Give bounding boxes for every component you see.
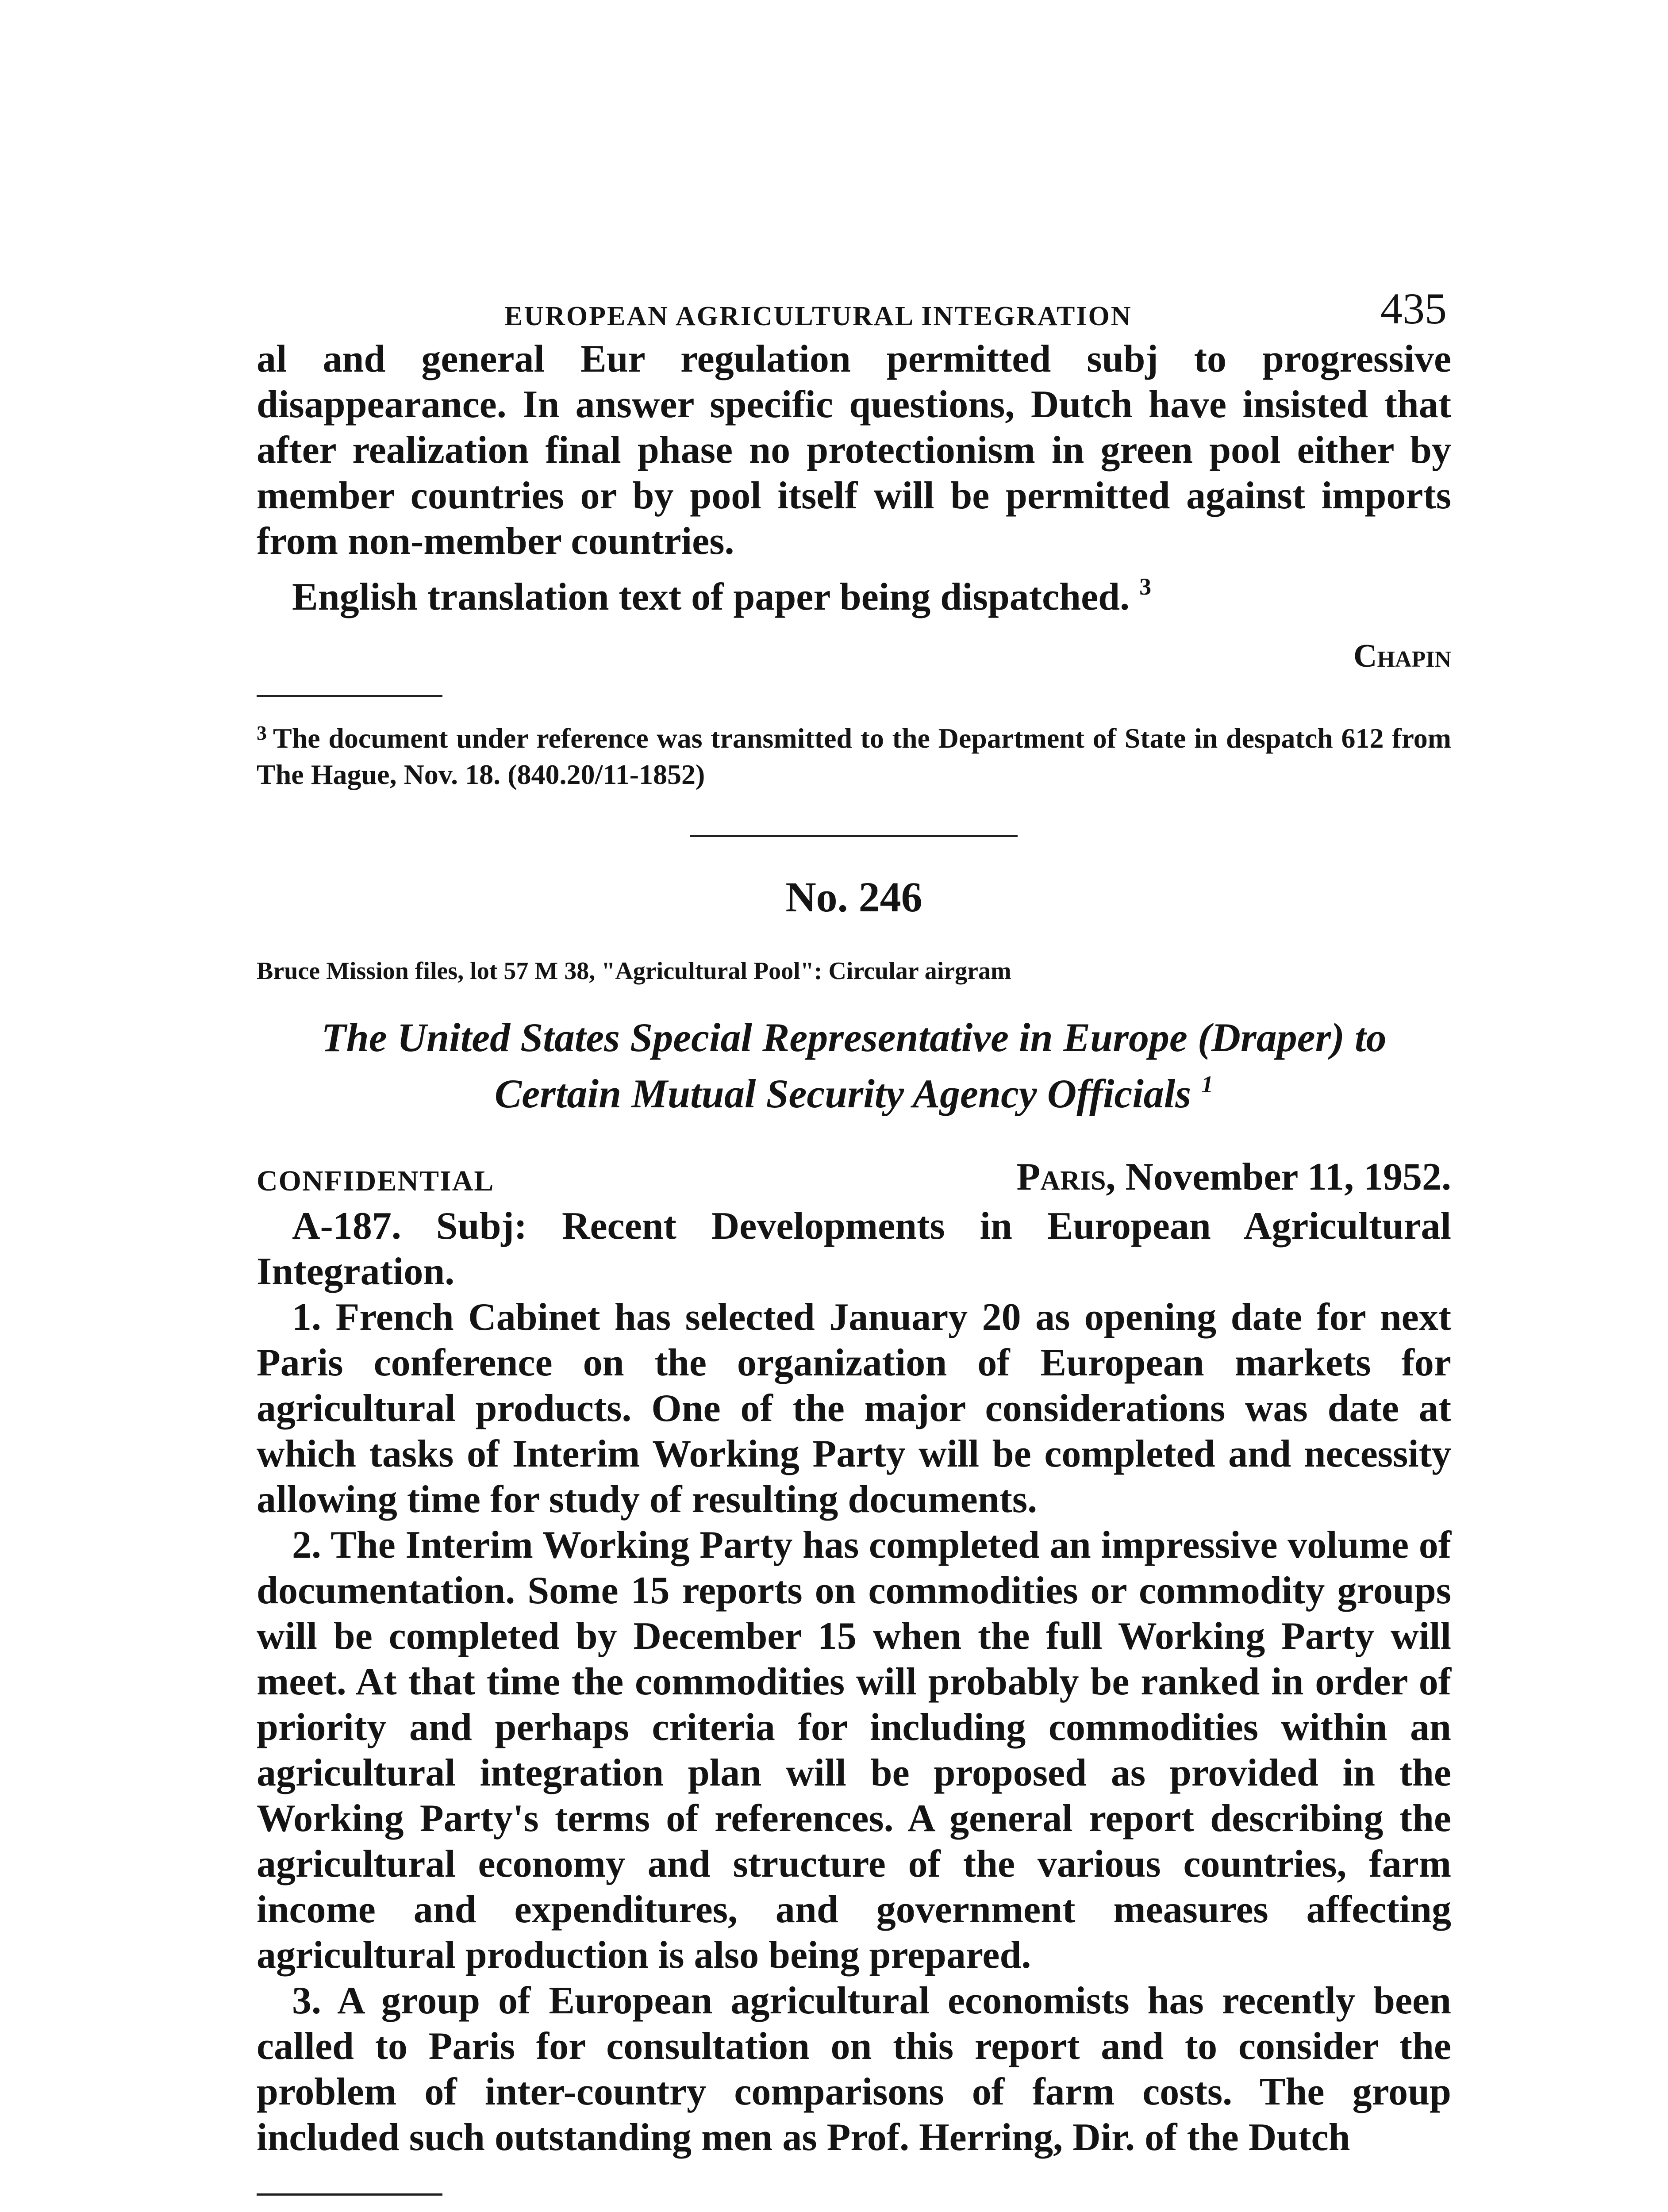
document-title-line-2: Certain Mutual Security Agency Officials [494, 1071, 1191, 1116]
dispatch-paragraph-text: English translation text of paper being dispatched. [292, 576, 1130, 618]
footnote-3-mark: 3 [257, 722, 267, 744]
body-paragraph: 3. A group of European agricultural economists has recently been called to Paris for consultation on this report and to consider the problem of inter-country comparisons of farm costs. The group included such outstanding men as Prof. Herring, Dir. of the Dutch [257, 1979, 1451, 2159]
body-paragraph: A-187. Subj: Recent Developments in European Agricultural Integration. [257, 1205, 1451, 1293]
document-title [257, 1014, 1451, 1117]
date: November 11, 1952. [1125, 1156, 1451, 1198]
running-title: EUROPEAN AGRICULTURAL INTEGRATION [504, 301, 1132, 331]
footnote-3 [257, 715, 1451, 793]
footnote-ref-1: 1 [1201, 1071, 1214, 1098]
footnote-divider [257, 695, 442, 697]
continuation-paragraph: al and general Eur regulation permitted subj to progressive disappearance. In answer specific questions, Dutch have insisted that after realization final phase no protectionism in green pool either by member countries or by pool itself will be permitted against imports from non-member countries. [257, 338, 1451, 563]
place: Paris, [1016, 1156, 1116, 1198]
place-date [1017, 1155, 1451, 1199]
dateline [257, 1155, 1451, 1203]
footnote-3-text: The document under reference was transmitted to the Department of State in despatch 612 from The Hague, Nov. 18. (840.20/11-1852) [257, 722, 1451, 790]
signature-chapin: Chapin [1353, 638, 1451, 674]
footnote-ref-3: 3 [1139, 573, 1152, 600]
document-title-line-2-wrap [257, 1061, 1451, 1117]
source-line: Bruce Mission files, lot 57 M 38, "Agricultural Pool": Circular airgram [257, 957, 1011, 985]
footnote-divider [257, 2193, 442, 2196]
classification: CONFIDENTIAL [257, 1165, 495, 1197]
dispatch-paragraph [257, 564, 1451, 620]
document-separator [690, 835, 1018, 837]
body-paragraph: 1. French Cabinet has selected January 20 as opening date for next Paris conference on the organization of European markets for agricultural products. One of the major considerations was date at which tasks of Interim Working Party will be completed and necessity allowing time for study of resulting documents. [257, 1296, 1451, 1521]
running-head [257, 283, 1451, 336]
body-paragraph: 2. The Interim Working Party has completed an impressive volume of documentation. Some 15 reports on commodities or commodity groups will be completed by December 15 when the full Working Party will meet. At that time the commodities will probably be ranked in order of priority and perhaps criteria for including commodities within an agricultural integration plan will be proposed as provided in the Working Party's terms of references. A general report describing the agricultural economy and structure of the various countries, farm income and expenditures, and government measures affecting agricultural production is also being prepared. [257, 1524, 1451, 1977]
document-page [257, 283, 1451, 2212]
document-number: No. 246 [785, 873, 922, 921]
document-title-line-1: The United States Special Representative in Europe (Draper) to [321, 1015, 1387, 1060]
page-number: 435 [1380, 284, 1447, 333]
